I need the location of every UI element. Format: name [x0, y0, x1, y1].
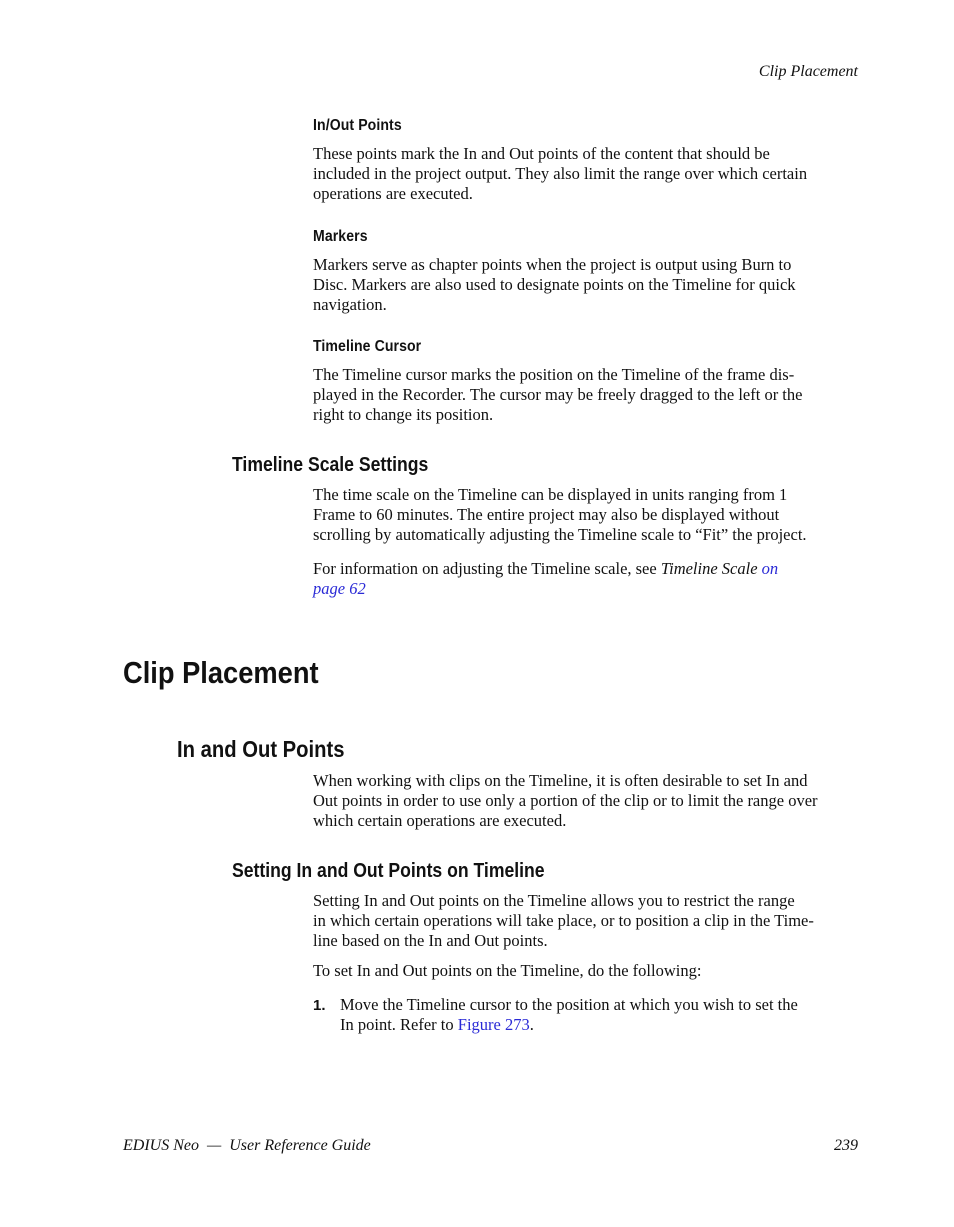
paragraph-markers [313, 255, 858, 315]
text-line: navigation. [313, 295, 387, 314]
text-line: line based on the In and Out points. [313, 931, 548, 950]
text-line: Out points in order to use only a portion of the clip or to limit the range over [313, 791, 818, 810]
subheading-timeline-cursor: Timeline Cursor [313, 338, 422, 355]
paragraph-procedure-intro: To set In and Out points on the Timeline, do the following: [313, 961, 702, 980]
text-line: scrolling by automatically adjusting the Timeline scale to “Fit” the project. [313, 525, 807, 544]
step-number: 1. [313, 997, 326, 1014]
page-link[interactable]: page 62 [313, 579, 366, 598]
text-line: Disc. Markers are also used to designate points on the Timeline for quick [313, 275, 796, 294]
text-line: The Timeline cursor marks the position on the Timeline of the frame dis- [313, 365, 795, 384]
heading-in-and-out-points: In and Out Points [177, 736, 345, 762]
reference-title: Timeline Scale [660, 559, 758, 578]
subheading-in-out-points: In/Out Points [313, 117, 402, 134]
paragraph-in-and-out-points [313, 771, 858, 831]
heading-setting-in-out-points: Setting In and Out Points on Timeline [232, 860, 545, 882]
paragraph-timeline-scale [313, 485, 858, 545]
text-line [340, 1015, 860, 1035]
heading-timeline-scale-settings: Timeline Scale Settings [232, 454, 429, 476]
step-1-text [340, 995, 860, 1035]
text-line: Markers serve as chapter points when the project is output using Burn to [313, 255, 792, 274]
text-line: in which certain operations will take place, or to position a clip in the Time- [313, 911, 814, 930]
text-line: Move the Timeline cursor to the position at which you wish to set the [340, 995, 798, 1014]
text-line [313, 579, 858, 599]
step-text: . [529, 1015, 534, 1034]
chapter-heading-clip-placement: Clip Placement [123, 655, 319, 690]
footer-guide-title: EDIUS Neo — User Reference Guide [123, 1137, 371, 1154]
paragraph-timeline-scale-reference [313, 559, 858, 599]
text-line: The time scale on the Timeline can be displayed in units ranging from 1 [313, 485, 788, 504]
figure-link[interactable]: Figure 273 [457, 1015, 530, 1034]
text-line: played in the Recorder. The cursor may be freely dragged to the left or the [313, 385, 803, 404]
paragraph-in-out-points [313, 144, 858, 204]
running-head: Clip Placement [758, 63, 858, 80]
paragraph-timeline-cursor [313, 365, 858, 425]
page-link[interactable]: on [757, 559, 779, 578]
text-line: which certain operations are executed. [313, 811, 567, 830]
reference-prefix: For information on adjusting the Timeline scale, see [313, 559, 661, 578]
text-line: Frame to 60 minutes. The entire project may also be displayed without [313, 505, 780, 524]
footer-page-number: 239 [834, 1137, 858, 1154]
text-line: operations are executed. [313, 184, 473, 203]
text-line [313, 559, 858, 579]
text-line: included in the project output. They also limit the range over which certain [313, 164, 808, 183]
step-text: In point. Refer to [340, 1015, 458, 1034]
text-line: These points mark the In and Out points of the content that should be [313, 144, 770, 163]
subheading-markers: Markers [313, 228, 368, 245]
text-line: When working with clips on the Timeline, it is often desirable to set In and [313, 771, 808, 790]
text-line: Setting In and Out points on the Timeline allows you to restrict the range [313, 891, 795, 910]
text-line: right to change its position. [313, 405, 494, 424]
paragraph-setting-in-out-points [313, 891, 858, 951]
